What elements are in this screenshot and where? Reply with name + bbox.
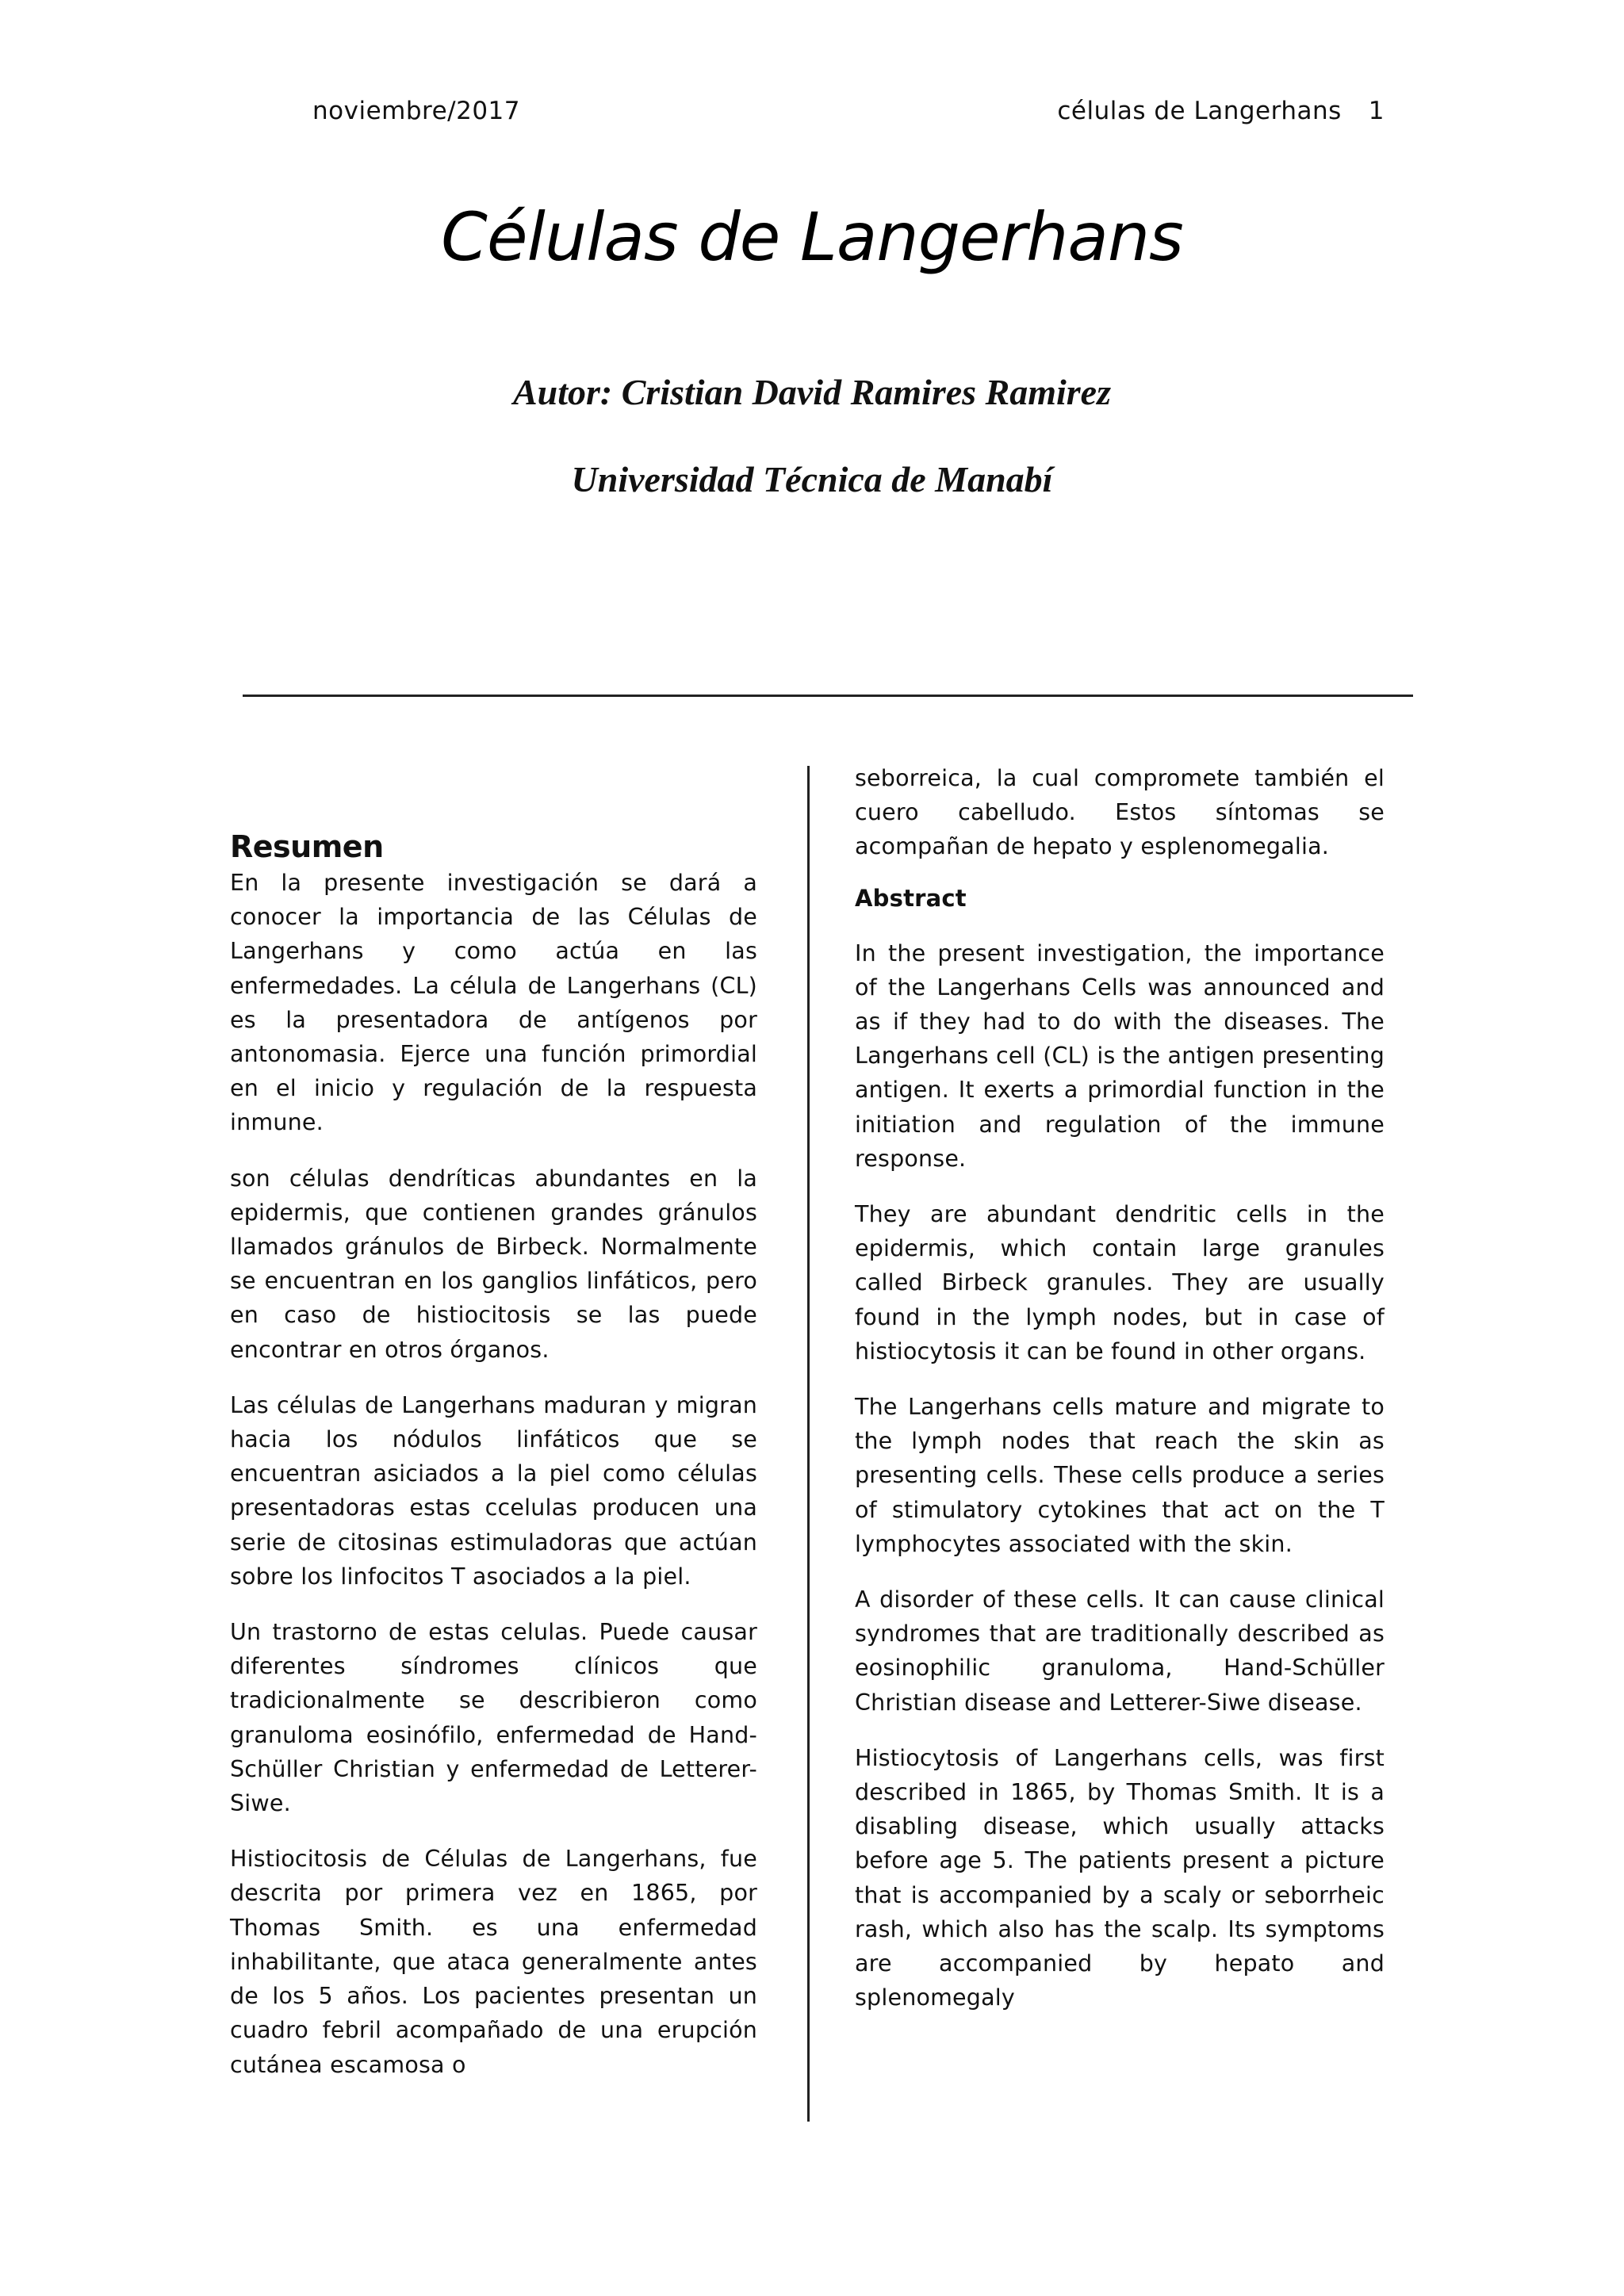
paper-title: Células de Langerhans xyxy=(441,198,1183,276)
abstract-paragraph: A disorder of these cells. It can cause clinical syndromes that are traditionally described as eosinophilic granuloma, Hand-Schüller Christian disease and Letterer-Siwe disease. xyxy=(855,1586,1385,1716)
resumen-heading: Resumen xyxy=(230,829,384,864)
resumen-paragraph: son células dendríticas abundantes en la epidermis, que contienen grandes gránulos llamados gránulos de Birbeck. Normalmente se encuentran en los ganglios linfáticos, pero en caso de histiocitosis se las puede encontrar en otros órganos. xyxy=(230,1165,757,1363)
resumen-paragraph: Histiocitosis de Células de Langerhans, fue descrita por primera vez en 1865, por Thomas Smith. es una enfermedad inhabilitante, que ataca generalmente antes de los 5 años. Los pacientes presentan un cuadro febril acompañado de una erupción cutánea escamosa o xyxy=(230,1846,757,2078)
horizontal-divider xyxy=(243,695,1413,697)
abstract-paragraph: They are abundant dendritic cells in the epidermis, which contain large granules called Birbeck granules. They are usually found in the lymph nodes, but in case of histiocytosis it can be found in other organs. xyxy=(855,1201,1385,1364)
running-title: células de Langerhans xyxy=(1057,97,1342,125)
author-line: Autor: Cristian David Ramires Ramirez xyxy=(512,372,1111,412)
header-date: noviembre/2017 xyxy=(312,97,520,125)
abstract-paragraph: Histiocytosis of Langerhans cells, was first described in 1865, by Thomas Smith. It is a disabling disease, which usually attacks before age 5. The patients present a picture that is accompanied by a scaly or seborrheic rash, which also has the scalp. Its symptoms are accompanied by hepato and splenomegaly xyxy=(855,1744,1385,2011)
abstract-paragraph: In the present investigation, the importance of the Langerhans Cells was announced and as if they had to do with the diseases. The Langerhans cell (CL) is the antigen presenting antigen. It exerts a primordial function in the initiation and regulation of the immune response. xyxy=(855,939,1385,1172)
resumen-paragraph: Un trastorno de estas celulas. Puede causar diferentes síndromes clínicos que tradicionalmente se describieron como granuloma eosinófilo, enfermedad de Hand-Schüller Christian y enfermedad de Letterer-Siwe. xyxy=(230,1619,757,1817)
resumen-paragraph: Las células de Langerhans maduran y migran hacia los nódulos linfáticos que se encuentran asiciados a la piel como células presentadoras estas ccelulas producen una serie de citosinas estimuladoras que actúan sobre los linfocitos T asociados a la piel. xyxy=(230,1391,757,1590)
abstract-paragraph: The Langerhans cells mature and migrate to the lymph nodes that reach the skin as presenting cells. These cells produce a series of stimulatory cytokines that act on the T lymphocytes associated with the skin. xyxy=(855,1394,1385,1557)
resumen-paragraph-continued: seborreica, la cual compromete también el cuero cabelludo. Estos síntomas se acompañan de hepato y esplenomegalia. xyxy=(855,765,1385,860)
left-column xyxy=(230,831,757,2103)
header-running-title xyxy=(1057,97,1385,125)
column-divider xyxy=(807,766,810,2122)
abstract-heading: Abstract xyxy=(855,884,967,912)
right-column xyxy=(855,761,1385,2037)
page-number: 1 xyxy=(1368,97,1385,125)
university-line: Universidad Técnica de Manabí xyxy=(571,459,1053,499)
resumen-paragraph: En la presente investigación se dará a conocer la importancia de las Células de Langerhans y como actúa en las enfermedades. La célula de Langerhans (CL) es la presentadora de antígenos por antonomasia. Ejerce una función primordial en el inicio y regulación de la respuesta inmune. xyxy=(230,870,757,1136)
